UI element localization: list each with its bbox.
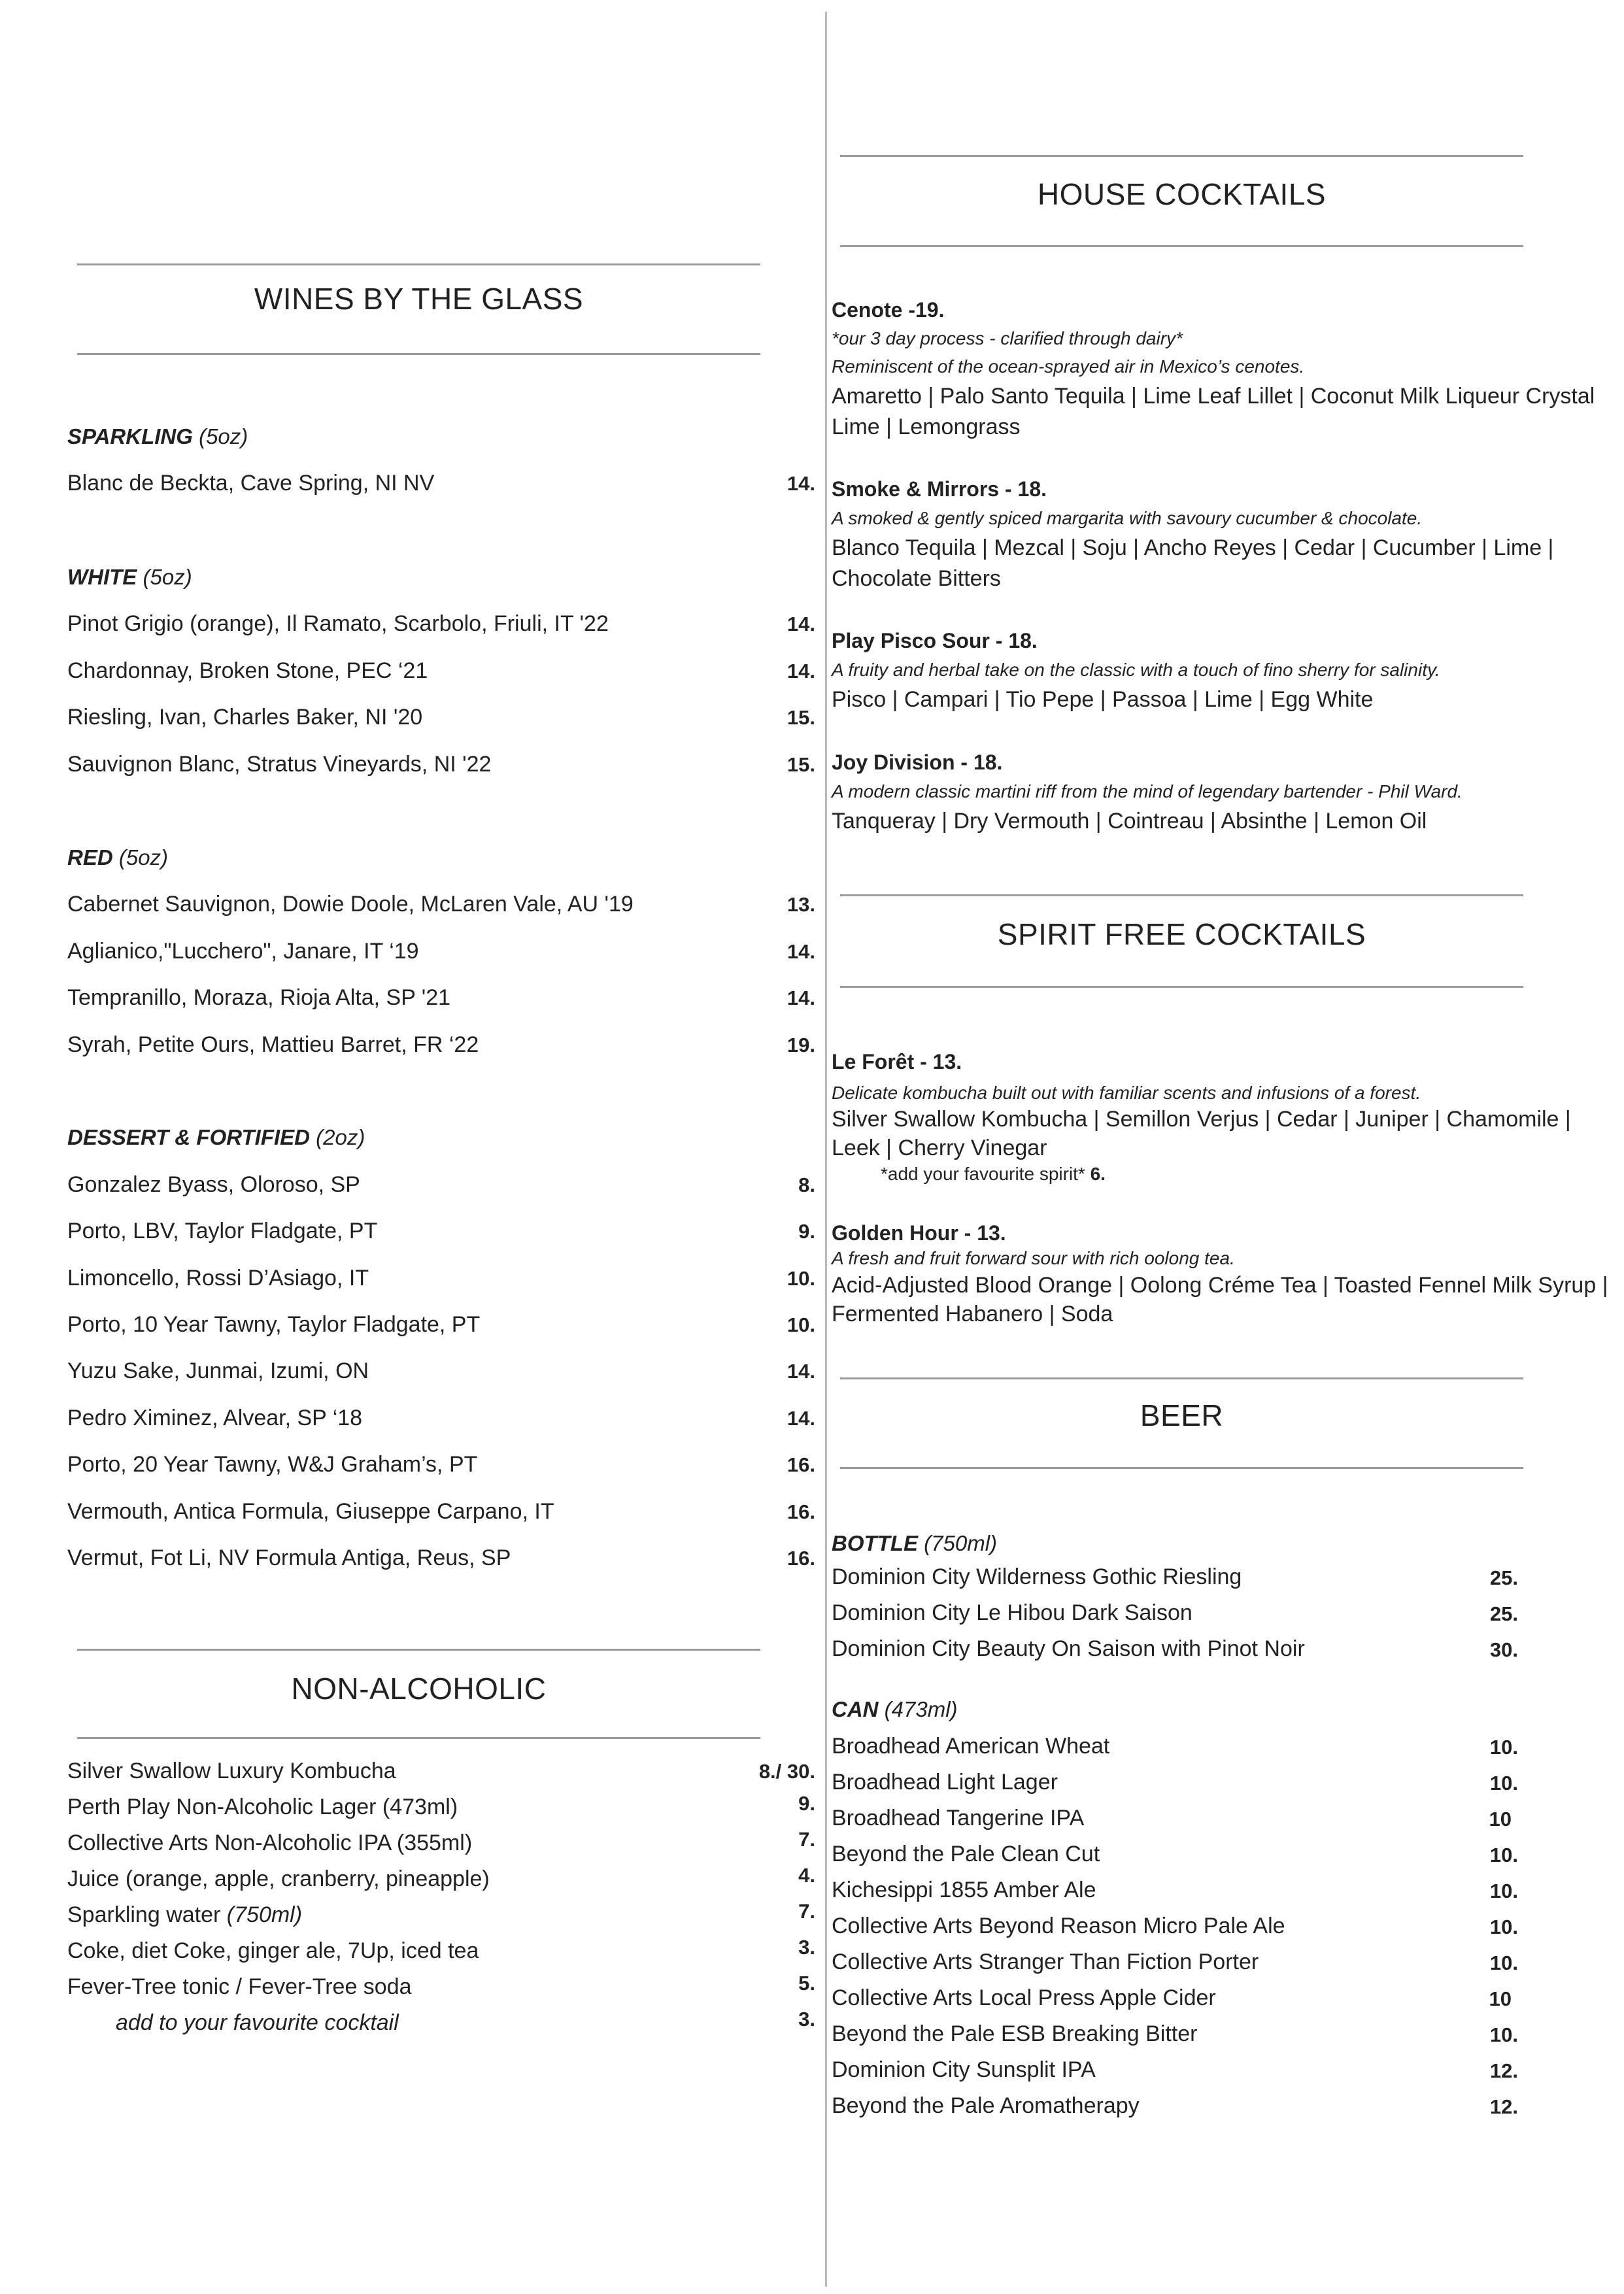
cocktail-desc: A fresh and fruit forward sour with rich oolong tea. [832,1248,1235,1268]
wine-item: Pedro Ximinez, Alvear, SP ‘18 [67,1406,363,1430]
category-size: (750ml) [924,1531,998,1555]
wine-price: 14. [787,940,815,963]
spirit-free-heading: SPIRIT FREE COCKTAILS [997,917,1366,951]
addon-price: 6. [1090,1164,1106,1184]
beer-item: Broadhead Light Lager [832,1770,1058,1795]
beer-item: Beyond the Pale Aromatherapy [832,2093,1140,2118]
beer-item: Collective Arts Local Press Apple Cider [832,1985,1216,2010]
section-rule [77,1737,760,1739]
beer-item: Dominion City Beauty On Saison with Pinot Noir [832,1636,1305,1661]
na-item [67,1902,302,1928]
wine-item: Porto, 10 Year Tawny, Taylor Fladgate, PT [67,1312,481,1337]
category-size: (473ml) [884,1697,958,1721]
na-price: 8./ 30. [758,1760,815,1783]
section-rule [77,263,760,265]
beer-price: 25. [1489,1566,1518,1589]
beer-item: Kichesippi 1855 Amber Ale [832,1878,1096,1902]
cocktail-ingredients: Amaretto | Palo Santo Tequila | Lime Leaf Lillet | Coconut Milk Liqueur Crystal Lime | Lemongrass [832,384,1595,439]
beer-item: Dominion City Sunsplit IPA [832,2057,1096,2082]
section-rule [840,155,1523,157]
wine-item: Riesling, Ivan, Charles Baker, NI '20 [67,705,423,730]
cocktail-ingredients: Tanqueray | Dry Vermouth | Cointreau | Absinthe | Lemon Oil [832,809,1427,834]
cocktail-note: *our 3 day process - clarified through dairy* [832,328,1183,348]
na-item: Collective Arts Non-Alcoholic IPA (355ml) [67,1830,473,1855]
wine-item: Sauvignon Blanc, Stratus Vineyards, NI '22 [67,752,492,777]
category-white [67,565,192,590]
category-label: CAN [832,1697,879,1721]
wine-price: 10. [787,1267,815,1290]
beer-price: 12. [1489,2095,1518,2118]
beer-price: 10. [1489,1844,1518,1866]
wine-price: 14. [787,1360,815,1383]
category-size: (5oz) [118,845,169,869]
cocktail-title: Smoke & Mirrors - 18. [832,477,1047,501]
beer-price: 12. [1489,2059,1518,2082]
wine-item: Blanc de Beckta, Cave Spring, NI NV [67,471,435,496]
beer-price: 10. [1489,1951,1518,1974]
beer-item: Broadhead Tangerine IPA [832,1806,1085,1830]
wine-item: Cabernet Sauvignon, Dowie Doole, McLaren Vale, AU '19 [67,892,634,917]
na-item-note: (750ml) [226,1902,303,1927]
cocktail-ingredients: Blanco Tequila | Mezcal | Soju | Ancho Reyes | Cedar | Cucumber | Lime | Chocolate Bitters [832,535,1554,591]
beer-item: Beyond the Pale Clean Cut [832,1842,1100,1866]
category-label: BOTTLE [832,1531,918,1555]
cocktail-desc: A fruity and herbal take on the classic with a touch of fino sherry for salinity. [832,660,1440,680]
beer-price: 10. [1489,1736,1518,1759]
addon-line [881,1164,1106,1185]
wine-price: 8. [798,1173,815,1196]
wine-price: 16. [787,1500,815,1523]
cocktail-ingredients: Silver Swallow Kombucha | Semillon Verjus | Cedar | Juniper | Chamomile | Leek | Cherry Vinegar [832,1107,1571,1160]
wine-price: 14. [787,987,815,1009]
beer-heading: BEER [1140,1398,1224,1432]
non-alcoholic-heading: NON-ALCOHOLIC [291,1672,547,1706]
cocktail-ingredients: Pisco | Campari | Tio Pepe | Passoa | Lime | Egg White [832,687,1374,712]
na-item: Juice (orange, apple, cranberry, pineapple) [67,1866,490,1891]
cocktail-desc: A smoked & gently spiced margarita with savoury cucumber & chocolate. [832,508,1423,528]
category-label: SPARKLING [67,424,193,448]
category-sparkling [67,424,248,449]
na-price: 3. [798,1936,815,1959]
beer-item: Beyond the Pale ESB Breaking Bitter [832,2021,1198,2046]
category-size: (5oz) [199,424,248,448]
na-item-name: Sparkling water [67,1902,221,1927]
na-item: Perth Play Non-Alcoholic Lager (473ml) [67,1795,458,1819]
beer-price: 25. [1489,1602,1518,1625]
section-rule [840,245,1523,247]
category-bottle [832,1531,997,1556]
category-label: RED [67,845,113,869]
addon-text: *add your favourite spirit* [881,1164,1085,1184]
wine-price: 14. [787,1407,815,1430]
category-size: (2oz) [316,1125,365,1149]
na-price: 5. [798,1972,815,1995]
beer-price: 10. [1489,1772,1518,1795]
cocktail-title: Le Forêt - 13. [832,1050,962,1073]
wine-item: Limoncello, Rossi D’Asiago, IT [67,1266,369,1290]
wine-item: Tempranillo, Moraza, Rioja Alta, SP '21 [67,985,451,1010]
wine-price: 14. [787,472,815,495]
section-rule [77,353,760,355]
wine-price: 16. [787,1547,815,1570]
cocktail-ingredients: Acid-Adjusted Blood Orange | Oolong Créme Tea | Toasted Fennel Milk Syrup | Fermented Habanero | Soda [832,1273,1608,1326]
section-rule [840,1467,1523,1469]
wine-price: 14. [787,660,815,683]
na-price: 4. [798,1864,815,1887]
wine-item: Vermut, Fot Li, NV Formula Antiga, Reus, SP [67,1545,511,1570]
na-item: Fever-Tree tonic / Fever-Tree soda [67,1974,412,1999]
beer-item: Collective Arts Beyond Reason Micro Pale Ale [832,1914,1285,1938]
na-price: 3. [798,2008,815,2031]
na-item: add to your favourite cocktail [116,2010,399,2035]
wine-price: 19. [787,1034,815,1056]
wine-item: Porto, LBV, Taylor Fladgate, PT [67,1219,378,1243]
na-price: 9. [798,1792,815,1815]
wine-item: Pinot Grigio (orange), Il Ramato, Scarbolo, Friuli, IT '22 [67,611,609,636]
na-price: 7. [798,1900,815,1923]
wine-price: 14. [787,613,815,635]
wine-item: Syrah, Petite Ours, Mattieu Barret, FR ‘22 [67,1032,479,1057]
cocktail-title: Cenote -19. [832,298,945,322]
cocktail-desc: Reminiscent of the ocean-sprayed air in Mexico’s cenotes. [832,356,1305,377]
na-item: Coke, diet Coke, ginger ale, 7Up, iced tea [67,1938,479,1963]
wine-item: Porto, 20 Year Tawny, W&J Graham’s, PT [67,1452,478,1477]
wine-item: Vermouth, Antica Formula, Giuseppe Carpano, IT [67,1499,554,1524]
wine-item: Gonzalez Byass, Oloroso, SP [67,1172,360,1197]
beer-price: 10. [1489,2023,1518,2046]
category-dessert [67,1125,365,1150]
section-rule [840,986,1523,988]
beer-price: 10 [1489,1808,1512,1830]
cocktail-title: Play Pisco Sour - 18. [832,629,1038,652]
cocktail-desc: A modern classic martini riff from the mind of legendary bartender - Phil Ward. [832,781,1463,801]
category-label: DESSERT & FORTIFIED [67,1125,310,1149]
beer-price: 30. [1489,1638,1518,1661]
section-rule [840,1377,1523,1379]
wine-price: 16. [787,1453,815,1476]
cocktail-title: Joy Division - 18. [832,751,1003,774]
category-label: WHITE [67,565,137,589]
wine-item: Chardonnay, Broken Stone, PEC ‘21 [67,658,428,683]
beer-price: 10. [1489,1915,1518,1938]
beer-price: 10 [1489,1987,1512,2010]
na-price: 7. [798,1828,815,1851]
wine-price: 13. [787,893,815,916]
section-rule [77,1649,760,1651]
beer-price: 10. [1489,1880,1518,1902]
category-size: (5oz) [143,565,192,589]
wine-price: 10. [787,1313,815,1336]
column-divider [825,12,827,2287]
wines-heading: WINES BY THE GLASS [254,282,584,316]
wine-item: Aglianico,"Lucchero", Janare, IT ‘19 [67,939,419,964]
wine-price: 15. [787,753,815,776]
beer-item: Collective Arts Stranger Than Fiction Porter [832,1949,1259,1974]
cocktail-title: Golden Hour - 13. [832,1221,1006,1245]
wine-price: 9. [798,1220,815,1243]
wine-price: 15. [787,706,815,729]
category-red [67,845,168,870]
house-cocktails-heading: HOUSE COCKTAILS [1037,177,1327,211]
category-can [832,1697,958,1722]
beer-item: Broadhead American Wheat [832,1734,1110,1759]
section-rule [840,894,1523,896]
wine-item: Yuzu Sake, Junmai, Izumi, ON [67,1358,369,1383]
beer-item: Dominion City Le Hibou Dark Saison [832,1600,1193,1625]
cocktail-desc: Delicate kombucha built out with familiar scents and infusions of a forest. [832,1083,1421,1103]
beer-item: Dominion City Wilderness Gothic Riesling [832,1564,1242,1589]
na-item: Silver Swallow Luxury Kombucha [67,1759,396,1783]
